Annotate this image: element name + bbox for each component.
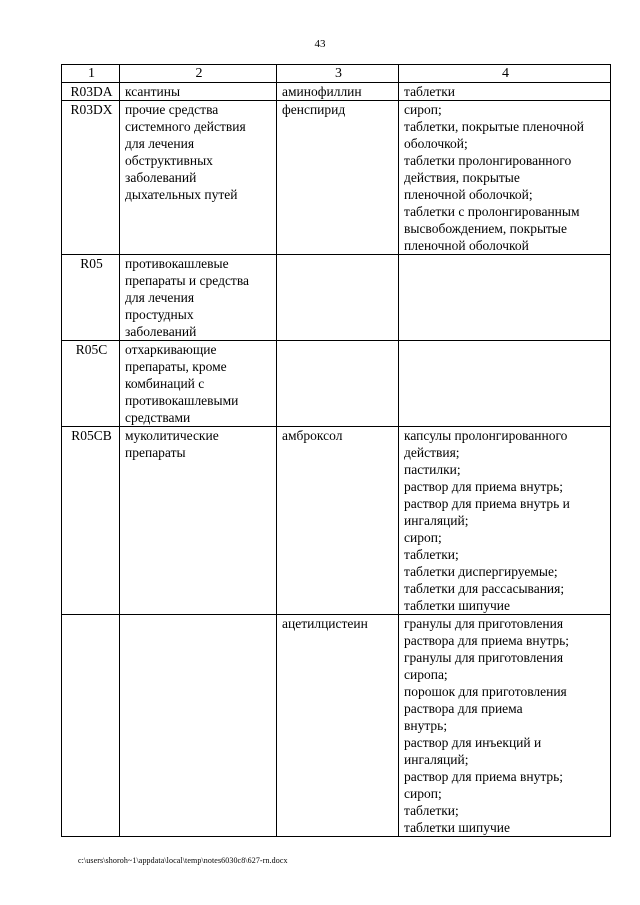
atc-code-cell: R05C — [62, 341, 120, 427]
group-text-line: муколитические — [125, 428, 219, 443]
dosage-form-line: таблетки — [404, 84, 456, 99]
dosage-form-line: ингаляций; — [404, 513, 469, 528]
atc-code-cell: R05CB — [62, 427, 120, 615]
table-row — [62, 341, 611, 427]
table-row — [62, 255, 611, 341]
drug-table — [61, 64, 611, 837]
group-cell — [120, 427, 277, 615]
dosage-form-line: пленочной оболочкой — [404, 238, 529, 253]
dosage-forms-cell — [399, 427, 611, 615]
table-row — [62, 427, 611, 615]
substance-cell — [277, 341, 399, 427]
column-header: 4 — [399, 65, 611, 83]
column-header: 3 — [277, 65, 399, 83]
atc-code-cell — [62, 615, 120, 837]
group-cell — [120, 101, 277, 255]
group-cell — [120, 341, 277, 427]
dosage-form-line: раствор для инъекций и — [404, 735, 542, 750]
atc-code-cell: R05 — [62, 255, 120, 341]
dosage-form-line: порошок для приготовления — [404, 684, 567, 699]
substance-cell: ацетилцистеин — [277, 615, 399, 837]
group-text-line: системного действия — [125, 119, 246, 134]
dosage-form-line: таблетки шипучие — [404, 820, 510, 835]
dosage-form-line: раствора для приема внутрь; — [404, 633, 570, 648]
group-text-line: заболеваний — [125, 170, 197, 185]
substance-cell — [277, 255, 399, 341]
dosage-form-line: гранулы для приготовления — [404, 650, 564, 665]
group-text-line: отхаркивающие — [125, 342, 217, 357]
group-text-line: ксантины — [125, 84, 181, 99]
table-header-row — [62, 65, 611, 83]
group-text-line: противокашлевые — [125, 256, 229, 271]
dosage-form-line: ингаляций; — [404, 752, 469, 767]
group-text-line: препараты — [125, 445, 186, 460]
dosage-form-line: сироп; — [404, 530, 442, 545]
group-text-line: комбинаций с — [125, 376, 205, 391]
substance-cell: аминофиллин — [277, 83, 399, 101]
group-text-line: прочие средства — [125, 102, 219, 117]
dosage-form-line: сиропа; — [404, 667, 448, 682]
group-text-line: обструктивных — [125, 153, 213, 168]
table-row — [62, 615, 611, 837]
dosage-form-line: действия, покрытые — [404, 170, 520, 185]
dosage-form-line: сироп; — [404, 102, 442, 117]
dosage-form-line: внутрь; — [404, 718, 448, 733]
dosage-form-line: раствор для приема внутрь и — [404, 496, 570, 511]
group-text-line: простудных — [125, 307, 194, 322]
group-cell — [120, 255, 277, 341]
group-text-line: дыхательных путей — [125, 187, 238, 202]
dosage-form-line: действия; — [404, 445, 460, 460]
substance-cell: амброксол — [277, 427, 399, 615]
dosage-forms-cell — [399, 101, 611, 255]
group-text-line: для лечения — [125, 136, 195, 151]
group-text-line: заболеваний — [125, 324, 197, 339]
dosage-forms-cell — [399, 615, 611, 837]
dosage-form-line: пастилки; — [404, 462, 461, 477]
page-number: 43 — [314, 38, 326, 50]
group-text-line: для лечения — [125, 290, 195, 305]
dosage-form-line: гранулы для приготовления — [404, 616, 564, 631]
group-text-line: препараты, кроме — [125, 359, 227, 374]
dosage-form-line: высвобождением, покрытые — [404, 221, 567, 236]
dosage-form-line: капсулы пролонгированного — [404, 428, 568, 443]
dosage-forms-cell — [399, 341, 611, 427]
substance-cell: фенспирид — [277, 101, 399, 255]
dosage-form-line: раствор для приема внутрь; — [404, 769, 564, 784]
column-header: 2 — [120, 65, 277, 83]
group-cell — [120, 83, 277, 101]
atc-code-cell: R03DA — [62, 83, 120, 101]
dosage-form-line: таблетки шипучие — [404, 598, 510, 613]
dosage-form-line: таблетки, покрытые пленочной — [404, 119, 585, 134]
group-text-line: средствами — [125, 410, 191, 425]
dosage-form-line: сироп; — [404, 786, 442, 801]
dosage-forms-cell — [399, 255, 611, 341]
dosage-form-line: таблетки; — [404, 803, 459, 818]
footer-file-path: c:\users\shoroh~1\appdata\local\temp\notes6030c8\627-rn.docx — [78, 856, 288, 865]
dosage-form-line: таблетки с пролонгированным — [404, 204, 580, 219]
dosage-form-line: таблетки диспергируемые; — [404, 564, 558, 579]
table-row — [62, 101, 611, 255]
dosage-form-line: таблетки; — [404, 547, 459, 562]
dosage-forms-cell — [399, 83, 611, 101]
dosage-form-line: раствор для приема внутрь; — [404, 479, 564, 494]
atc-code-cell: R03DX — [62, 101, 120, 255]
column-header: 1 — [62, 65, 120, 83]
dosage-form-line: раствора для приема — [404, 701, 523, 716]
group-text-line: противокашлевыми — [125, 393, 239, 408]
dosage-form-line: таблетки для рассасывания; — [404, 581, 565, 596]
group-cell — [120, 615, 277, 837]
dosage-form-line: оболочкой; — [404, 136, 468, 151]
group-text-line: препараты и средства — [125, 273, 250, 288]
dosage-form-line: таблетки пролонгированного — [404, 153, 572, 168]
table-row — [62, 83, 611, 101]
dosage-form-line: пленочной оболочкой; — [404, 187, 533, 202]
